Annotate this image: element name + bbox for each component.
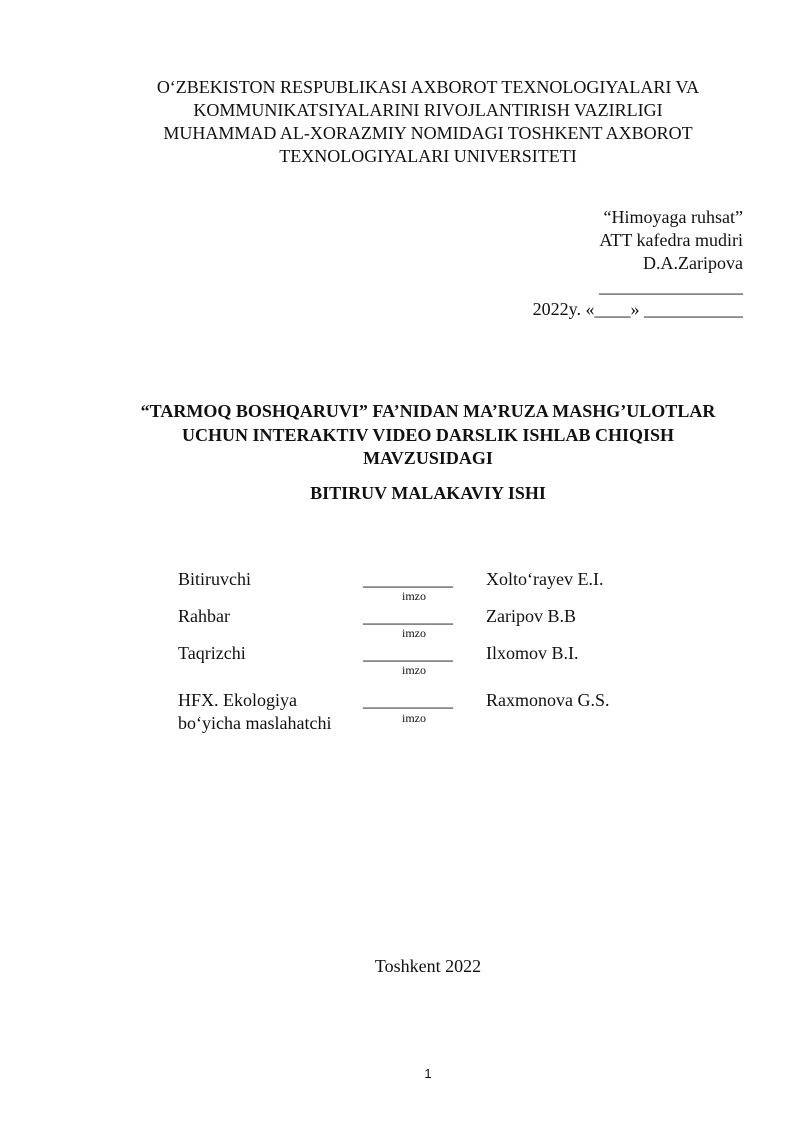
header-line: MUHAMMAD AL-XORAZMIY NOMIDAGI TOSHKENT AXBOROT (163, 123, 693, 143)
signature-role: Taqrizchi (178, 643, 246, 663)
thesis-title (60, 400, 796, 471)
city-year: Toshkent 2022 (374, 956, 482, 976)
signature-caption: imzo (402, 663, 426, 677)
thesis-type: BITIRUV MALAKAVIY ISHI (310, 483, 546, 503)
approval-name: D.A.Zaripova (643, 253, 743, 273)
signature-role: Rahbar (178, 606, 230, 626)
signature-line: __________ (363, 606, 453, 626)
thesis-title-line: MAVZUSIDAGI (363, 448, 493, 468)
header-line: O‘ZBEKISTON RESPUBLIKASI AXBOROT TEXNOLOGIYALARI VA (156, 77, 700, 97)
header-line: KOMMUNIKATSIYALARINI RIVOJLANTIRISH VAZIRLIGI (193, 100, 663, 120)
signature-role (178, 689, 331, 735)
thesis-title-line: “TARMOQ BOSHQARUVI” FA’NIDAN MA’RUZA MASHG’ULOTLAR (140, 401, 716, 421)
signature-name: Raxmonova G.S. (486, 690, 610, 710)
signature-role: Bitiruvchi (178, 569, 251, 589)
approval-title: “Himoyaga ruhsat” (603, 207, 743, 227)
signature-role-line: HFX. Ekologiya (178, 690, 297, 710)
ministry-header (60, 76, 796, 168)
signature-role-line: bo‘yicha maslahatchi (178, 713, 332, 733)
page-number: 1 (424, 1066, 432, 1081)
signature-caption: imzo (402, 711, 426, 725)
signature-name: Zaripov B.B (486, 606, 576, 626)
signature-name: Ilxomov B.I. (486, 643, 579, 663)
signature-name: Xolto‘rayev E.I. (486, 569, 604, 589)
thesis-title-line: UCHUN INTERAKTIV VIDEO DARSLIK ISHLAB CHIQISH (182, 424, 674, 445)
approval-position: ATT kafedra mudiri (599, 230, 743, 250)
signature-line: __________ (363, 643, 453, 663)
approval-block (533, 206, 743, 321)
signature-line: __________ (363, 569, 453, 589)
signature-caption: imzo (402, 626, 426, 640)
signature-caption: imzo (402, 589, 426, 603)
signature-line: __________ (363, 690, 453, 710)
approval-date-line: 2022y. «____» ___________ (532, 299, 743, 319)
header-line: TEXNOLOGIYALARI UNIVERSITETI (279, 146, 577, 166)
approval-signature-line: ________________ (599, 276, 743, 296)
